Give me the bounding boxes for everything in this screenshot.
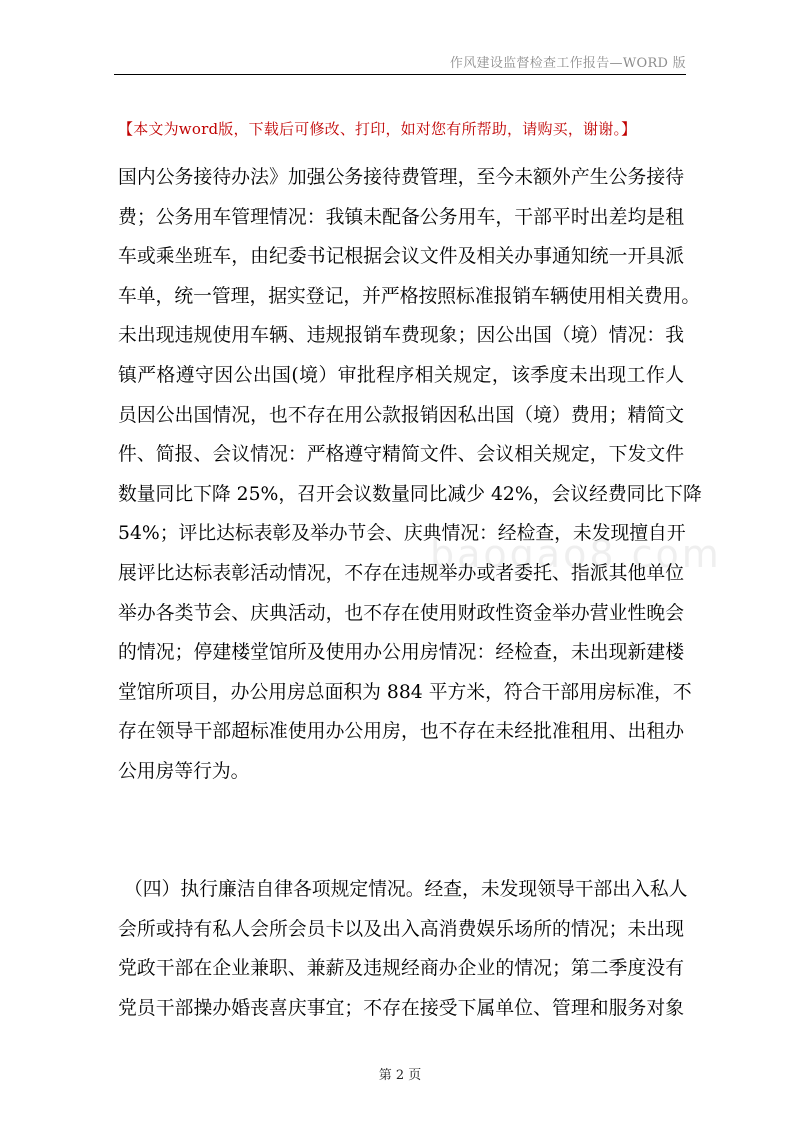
site-watermark: baogao8.com: [430, 532, 722, 576]
paragraph-line: 公用房等行为。: [118, 760, 250, 782]
paragraph-line: 员因公出国情况，也不存在用公款报销因私出国（境）费用；精简文: [118, 404, 684, 426]
paragraph-line: 的情况；停建楼堂馆所及使用办公用房情况：经检查，未出现新建楼: [118, 642, 684, 664]
paragraph-line: 党员干部操办婚丧喜庆事宜；不存在接受下属单位、管理和服务对象: [118, 997, 684, 1019]
page-number: 第 2 页: [378, 1068, 422, 1083]
paragraph-line: 举办各类节会、庆典活动，也不存在使用财政性资金举办营业性晚会: [118, 602, 684, 624]
paragraph-line: 54%；评比达标表彰及举办节会、庆典情况：经检查，未发现擅自开: [118, 523, 686, 545]
paragraph-line: 会所或持有私人会所会员卡以及出入高消费娱乐场所的情况；未出现: [118, 918, 684, 940]
header-divider: [114, 74, 686, 75]
paragraph-line: 车或乘坐班车，由纪委书记根据会议文件及相关办事通知统一开具派: [118, 246, 684, 268]
paragraph-line: 车单，统一管理，据实登记，并严格按照标准报销车辆使用相关费用。: [118, 285, 701, 307]
paragraph-line: 镇严格遵守因公出国(境）审批程序相关规定，该季度未出现工作人: [118, 364, 684, 386]
paragraph-line: 未出现违规使用车辆、违规报销车费现象；因公出国（境）情况：我: [118, 325, 684, 347]
body-paragraph-1: [118, 158, 702, 792]
running-header-title: 作风建设监督检查工作报告—WORD 版: [449, 56, 686, 71]
paragraph-line: （四）执行廉洁自律各项规定情况。经查，未发现领导干部出入私人: [124, 879, 688, 900]
paragraph-line: 党政干部在企业兼职、兼薪及违规经商办企业的情况；第二季度没有: [118, 958, 684, 980]
paragraph-line: 件、简报、会议情况：严格遵守精简文件、会议相关规定，下发文件: [118, 444, 684, 466]
paragraph-line: 数量同比下降 25%，召开会议数量同比减少 42%，会议经费同比下降: [118, 483, 702, 505]
paragraph-line: 国内公务接待办法》加强公务接待费管理，至今未额外产生公务接待: [118, 167, 684, 188]
paragraph-line: 存在领导干部超标准使用办公用房，也不存在未经批准租用、出租办: [118, 721, 684, 743]
paragraph-line: 堂馆所项目，办公用房总面积为 884 平方米，符合干部用房标准，不: [118, 681, 692, 703]
paragraph-line: 展评比达标表彰活动情况，不存在违规举办或者委托、指派其他单位: [118, 562, 684, 584]
body-paragraph-2: [118, 870, 688, 1028]
paragraph-line: 费；公务用车管理情况：我镇未配备公务用车，干部平时出差均是租: [118, 206, 684, 228]
download-notice: 【本文为word版，下载后可修改、打印，如对您有所帮助，请购买，谢谢。】: [118, 120, 637, 138]
